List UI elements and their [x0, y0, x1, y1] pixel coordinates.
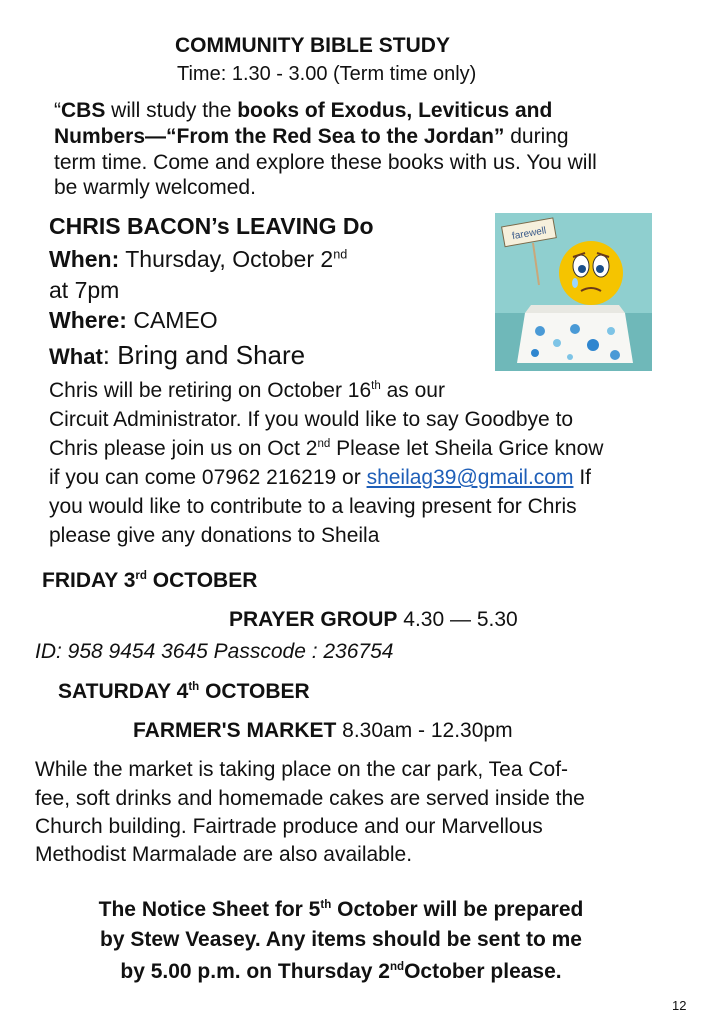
notice-line-3 [0, 960, 682, 984]
leaving-time: at 7pm [49, 277, 120, 303]
cbs-line-1 [54, 99, 552, 123]
leaving-p1-sup: th [371, 380, 381, 392]
farewell-cake-illustration [495, 213, 652, 371]
friday-heading-text: FRIDAY 3 [42, 569, 136, 592]
cbs-line1-text: will study the [105, 99, 238, 122]
leaving-p3-tail: Please let Sheila Grice know [330, 437, 604, 460]
cbs-book-title: Numbers—“From the Red Sea to the Jordan” [54, 125, 505, 148]
leaving-p6: please give any donations to Sheila [49, 524, 380, 547]
cbs-line-3: term time. Come and explore these books with us. You will [54, 151, 597, 174]
friday-heading-tail: OCTOBER [146, 569, 258, 592]
cbs-line2-text: during [504, 125, 569, 148]
market-p3: Church building. Fairtrade produce and our Marvellous [35, 815, 543, 838]
cbs-title: COMMUNITY BIBLE STUDY [175, 34, 450, 57]
notice-l1-tail: October will be prepared [331, 898, 584, 921]
leaving-when [49, 246, 347, 273]
leaving-where [49, 307, 218, 334]
notice-l1-text: The Notice Sheet for 5 [98, 898, 321, 921]
meeting-id: ID: 958 9454 3645 Passcode : 236754 [35, 640, 394, 663]
saturday-heading-text: SATURDAY 4 [58, 680, 189, 703]
cbs-line-2 [54, 125, 569, 149]
when-sup: nd [333, 247, 348, 262]
cbs-quote: “ [54, 99, 61, 122]
farewell-sign-text: farewell [511, 225, 548, 243]
farmers-market [133, 719, 513, 743]
leaving-what [49, 340, 305, 371]
notice-l1-sup: th [320, 899, 332, 911]
page-number: 12 [672, 998, 687, 1013]
notice-l3-sup: nd [389, 961, 405, 973]
leaving-p1-text: Chris will be retiring on October 16 [49, 379, 372, 402]
saturday-heading [58, 680, 310, 704]
where-value: CAMEO [126, 307, 218, 333]
market-p1: While the market is taking place on the car park, Tea Cof- [35, 758, 569, 781]
farewell-cake-image [495, 213, 652, 371]
prayer-group-label: PRAYER GROUP [229, 608, 398, 631]
notice-line-2: by Stew Veasey. Any items should be sent to me [100, 928, 582, 951]
leaving-p1-tail: as our [380, 379, 445, 402]
farmers-market-time: 8.30am - 12.30pm [336, 719, 513, 742]
notice-line-1 [0, 898, 682, 922]
cbs-books: books of Exodus, Leviticus and [237, 99, 553, 122]
email-link[interactable]: sheilag39@gmail.com [366, 466, 574, 489]
market-p2: fee, soft drinks and homemade cakes are served inside the [35, 787, 585, 810]
cbs-abbrev: CBS [61, 99, 106, 122]
notice-l3-tail: October please. [404, 960, 562, 983]
leaving-p3 [49, 437, 603, 461]
when-value: Thursday, October 2 [119, 246, 334, 272]
leaving-p4-tail: If [573, 466, 591, 489]
prayer-group-time: 4.30 — 5.30 [397, 608, 518, 631]
when-label: When: [49, 246, 120, 272]
prayer-group [229, 608, 518, 632]
leaving-p5: you would like to contribute to a leaving present for Chris [49, 495, 577, 518]
saturday-heading-sup: th [188, 681, 200, 693]
leaving-p4 [49, 466, 591, 490]
where-label: Where: [49, 307, 127, 333]
farmers-market-label: FARMER'S MARKET [133, 719, 337, 742]
saturday-heading-tail: OCTOBER [199, 680, 310, 703]
leaving-p3-sup: nd [317, 438, 331, 450]
market-p4: Methodist Marmalade are also available. [35, 843, 413, 866]
leaving-p3-text: Chris please join us on Oct 2 [49, 437, 318, 460]
cbs-line-4: be warmly welcomed. [54, 176, 256, 199]
leaving-p2: Circuit Administrator. If you would like to say Goodbye to [49, 408, 574, 431]
leaving-p1 [49, 379, 445, 403]
friday-heading [42, 569, 257, 593]
leaving-p4-text: if you can come 07962 216219 or [49, 466, 367, 489]
what-label: What [49, 344, 103, 369]
what-value: : Bring and Share [102, 340, 306, 370]
notice-l3-text: by 5.00 p.m. on Thursday 2 [120, 960, 390, 983]
leaving-title: CHRIS BACON’s LEAVING Do [49, 213, 374, 239]
cbs-time: Time: 1.30 - 3.00 (Term time only) [177, 63, 477, 85]
friday-heading-sup: rd [135, 570, 147, 582]
